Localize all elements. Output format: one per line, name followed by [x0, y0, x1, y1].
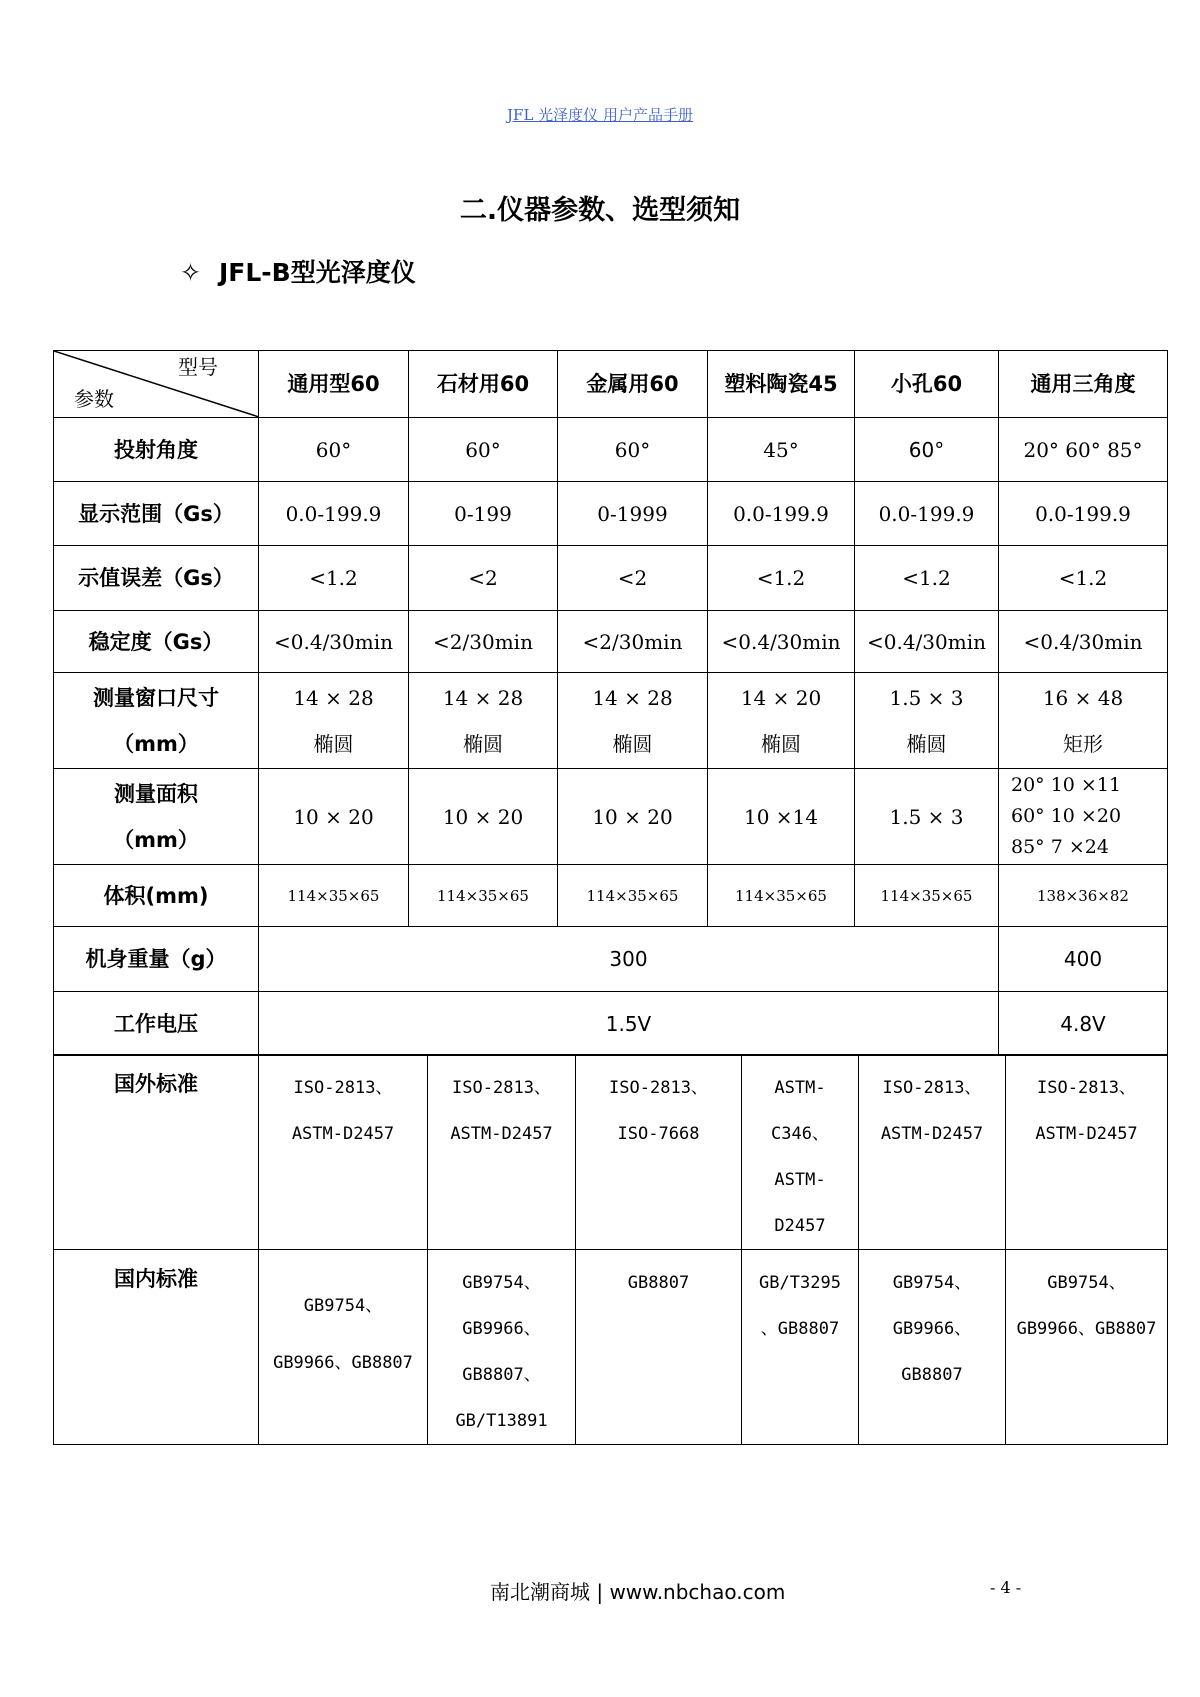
- table-row: [54, 769, 1168, 865]
- cell-shape: 椭圆: [761, 731, 801, 756]
- cell: <0.4/30min: [855, 611, 999, 673]
- header-link-text[interactable]: JFL 光泽度仪 用户产品手册: [507, 106, 693, 124]
- cell: 10 ×14: [708, 769, 855, 865]
- table-row: [54, 927, 1168, 992]
- standard-item: ASTM-D2457: [450, 1124, 553, 1144]
- cell: 0.0-199.9: [259, 482, 409, 546]
- cell: [742, 1250, 859, 1445]
- cell: 1.5 × 3: [855, 769, 999, 865]
- cell: 0.0-199.9: [708, 482, 855, 546]
- cell: <2: [409, 546, 558, 611]
- standard-item: ASTM-: [774, 1170, 826, 1190]
- cell: [1006, 1250, 1168, 1445]
- table-row: [54, 865, 1168, 927]
- model-header: 通用型60: [259, 351, 409, 418]
- standard-item: ISO-2813、: [452, 1078, 551, 1098]
- standard-item: GB9754、: [303, 1296, 383, 1316]
- standard-item: GB9754、: [892, 1273, 972, 1293]
- cell: [576, 1055, 742, 1250]
- corner-cell: [54, 351, 259, 418]
- cell: 10 × 20: [259, 769, 409, 865]
- standard-item: GB/T13891: [455, 1411, 548, 1431]
- standard-item: GB9754、: [462, 1273, 541, 1293]
- table-row: [54, 673, 1168, 769]
- cell: 0-1999: [558, 482, 708, 546]
- cell: [428, 1055, 576, 1250]
- cell: [259, 673, 409, 769]
- cell: <0.4/30min: [708, 611, 855, 673]
- standard-item: ASTM-: [774, 1078, 826, 1098]
- cell-shape: 椭圆: [612, 731, 653, 756]
- cell: <2/30min: [558, 611, 708, 673]
- cell: [558, 673, 708, 769]
- cell: <2: [558, 546, 708, 611]
- standard-item: GB8807、: [462, 1365, 541, 1385]
- page-number: - 4 -: [990, 1578, 1022, 1597]
- standard-item: GB9966、: [892, 1319, 972, 1339]
- cell: 0.0-199.9: [999, 482, 1168, 546]
- standard-item: GB9966、: [462, 1319, 541, 1339]
- row-label: 国内标准: [54, 1250, 259, 1445]
- row-label: 体积(mm): [54, 865, 259, 927]
- corner-model-label: 型号: [178, 355, 218, 379]
- row-label: 投射角度: [54, 418, 259, 482]
- cell-size: 14 × 20: [740, 685, 822, 710]
- cell: [999, 673, 1168, 769]
- cell: 138×36×82: [999, 865, 1168, 927]
- row-label: 机身重量（g）: [54, 927, 259, 992]
- cell-size: 14 × 28: [293, 685, 374, 710]
- standard-item: ISO-2813、: [293, 1078, 393, 1098]
- model-header: 石材用60: [409, 351, 558, 418]
- cell-shape: 矩形: [1063, 731, 1103, 756]
- cell: 60°: [409, 418, 558, 482]
- cell: <1.2: [259, 546, 409, 611]
- cell: 60°: [855, 418, 999, 482]
- cell: <0.4/30min: [259, 611, 409, 673]
- row-label: [54, 769, 259, 865]
- table-row: [54, 992, 1168, 1056]
- model-header: 塑料陶瓷45: [708, 351, 855, 418]
- cell: 60°: [558, 418, 708, 482]
- section-title: 二.仪器参数、选型须知: [459, 195, 741, 226]
- table-row: [54, 611, 1168, 673]
- row-label: 国外标准: [54, 1055, 259, 1250]
- cell: 1.5V: [259, 992, 999, 1056]
- standard-item: ASTM-D2457: [880, 1124, 984, 1144]
- cell: 10 × 20: [409, 769, 558, 865]
- cell: 20° 60° 85°: [999, 418, 1168, 482]
- cell: [259, 1055, 428, 1250]
- cell-shape: 椭圆: [313, 731, 354, 756]
- table-row: [54, 546, 1168, 611]
- row-label-line: 测量窗口尺寸: [93, 685, 219, 710]
- cell: 0-199: [409, 482, 558, 546]
- row-label: 稳定度（Gs）: [54, 611, 259, 673]
- area-line: 85° 7 ×24: [1011, 836, 1109, 858]
- standard-item: C346、: [771, 1124, 829, 1144]
- footer-site: 南北潮商城 | www.nbchao.com: [490, 1580, 786, 1604]
- cell: 114×35×65: [708, 865, 855, 927]
- subsection-title: [180, 253, 416, 289]
- table-row: [54, 1250, 1168, 1445]
- standard-item: GB9966、GB8807: [273, 1353, 413, 1373]
- cell: [742, 1055, 859, 1250]
- cell: 4.8V: [999, 992, 1168, 1056]
- standard-item: 、GB8807: [760, 1319, 840, 1339]
- cell-shape: 椭圆: [463, 731, 503, 756]
- row-label: 显示范围（Gs）: [54, 482, 259, 546]
- standard-item: GB8807: [901, 1365, 963, 1385]
- row-label: [54, 673, 259, 769]
- cell: [855, 673, 999, 769]
- cell: 114×35×65: [558, 865, 708, 927]
- standard-item: D2457: [774, 1216, 826, 1236]
- cell-size: 1.5 × 3: [889, 685, 964, 710]
- cell: <2/30min: [409, 611, 558, 673]
- row-label-unit: （mm）: [113, 731, 199, 756]
- cell: 300: [259, 927, 999, 992]
- table-row: [54, 482, 1168, 546]
- cell-size: 14 × 28: [592, 685, 673, 710]
- cell: 114×35×65: [409, 865, 558, 927]
- cell-size: 16 × 48: [1042, 685, 1124, 710]
- row-label-unit: （mm）: [113, 827, 199, 852]
- cell: [708, 673, 855, 769]
- document-header-link[interactable]: [0, 104, 1200, 125]
- standard-item: GB8807: [627, 1273, 690, 1293]
- cell: 400: [999, 927, 1168, 992]
- cell: <1.2: [999, 546, 1168, 611]
- row-label-line: 测量面积: [114, 781, 198, 806]
- standard-item: ISO-2813、: [609, 1078, 708, 1098]
- cell: [1006, 1055, 1168, 1250]
- standard-item: ASTM-D2457: [291, 1124, 395, 1144]
- standard-item: ISO-7668: [617, 1124, 700, 1144]
- cell-size: 14 × 28: [442, 685, 524, 710]
- cell: [409, 673, 558, 769]
- cell: 10 × 20: [558, 769, 708, 865]
- standard-item: ISO-2813、: [882, 1078, 982, 1098]
- standard-item: ASTM-D2457: [1035, 1124, 1138, 1144]
- table-row: [54, 418, 1168, 482]
- model-header: 通用三角度: [999, 351, 1168, 418]
- cell: <1.2: [855, 546, 999, 611]
- cell: 114×35×65: [259, 865, 409, 927]
- standards-table: [53, 1054, 1168, 1445]
- standard-item: GB/T3295: [759, 1273, 841, 1293]
- area-line: 20° 10 ×11: [1011, 774, 1122, 796]
- area-line: 60° 10 ×20: [1011, 805, 1122, 827]
- cell-multi-angle: [999, 769, 1168, 865]
- standard-item: GB9966、GB8807: [1016, 1319, 1157, 1339]
- model-header: 金属用60: [558, 351, 708, 418]
- cell: [259, 1250, 428, 1445]
- cell: 0.0-199.9: [855, 482, 999, 546]
- row-label: 示值误差（Gs）: [54, 546, 259, 611]
- cell: 45°: [708, 418, 855, 482]
- cell: <0.4/30min: [999, 611, 1168, 673]
- cell: 60°: [259, 418, 409, 482]
- four-point-star-icon: ✧: [180, 258, 201, 287]
- subsection-text: JFL-B型光泽度仪: [218, 258, 416, 287]
- cell-shape: 椭圆: [906, 731, 947, 756]
- table-header-row: [54, 351, 1168, 418]
- spec-table: [53, 350, 1168, 1056]
- cell: 114×35×65: [855, 865, 999, 927]
- cell: [576, 1250, 742, 1445]
- cell: [859, 1250, 1006, 1445]
- model-header: 小孔60: [855, 351, 999, 418]
- cell: [859, 1055, 1006, 1250]
- table-row: [54, 1055, 1168, 1250]
- corner-param-label: 参数: [74, 387, 114, 411]
- standard-item: GB9754、: [1047, 1273, 1126, 1293]
- row-label: 工作电压: [54, 992, 259, 1056]
- standard-item: ISO-2813、: [1037, 1078, 1136, 1098]
- cell: <1.2: [708, 546, 855, 611]
- cell: [428, 1250, 576, 1445]
